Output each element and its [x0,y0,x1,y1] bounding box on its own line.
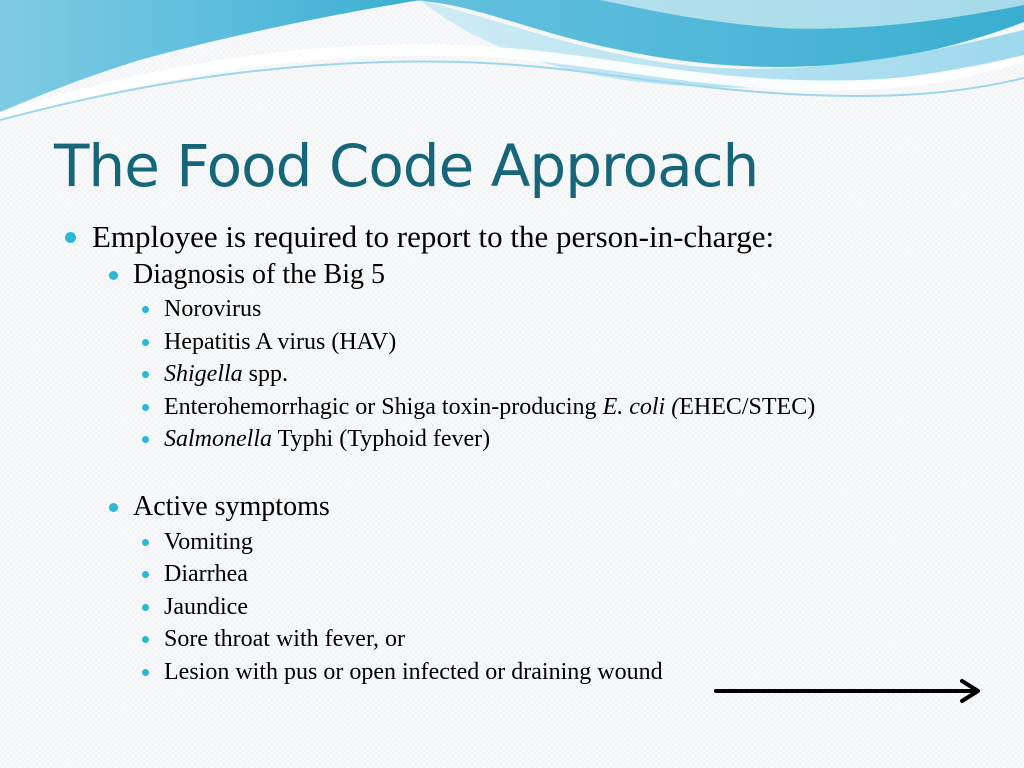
list-item-text: Lesion with pus or open infected or draining wound [164,659,663,685]
list-item [164,424,490,454]
bullet-dot-icon [142,371,149,378]
organism-name: Salmonella [164,426,272,452]
list-item-text: Jaundice [164,594,248,620]
list-item-text: Sore throat with fever, or [164,626,405,652]
list-item-text: Typhi (Typhoid fever) [272,426,491,452]
bullet-dot-icon [142,404,149,411]
list-item-text: EHEC/STEC) [679,394,816,420]
bullet-dot-icon [142,571,149,578]
list-item [164,327,396,357]
list-item [164,624,405,654]
list-item [164,559,248,589]
symptoms-heading: Active symptoms [133,491,330,522]
bullet-dot-icon [65,232,76,243]
bullet-diagnosis [133,258,385,292]
list-item [164,359,288,389]
bullet-dot-icon [142,604,149,611]
bullet-dot-icon [142,669,149,676]
list-item [164,657,663,687]
right-arrow-icon[interactable] [712,674,988,708]
main-point-text: Employee is required to report to the person-in-charge: [92,219,775,254]
bullet-main [92,218,774,256]
list-item-text: spp. [242,361,288,387]
bullet-symptoms [133,490,330,524]
list-item [164,294,261,324]
organism-name: Shigella [164,361,243,387]
bullet-dot-icon [142,339,149,346]
list-item-text: Hepatitis A virus (HAV) [164,329,397,355]
list-item-text: Enterohemorrhagic or Shiga toxin-producing [164,394,603,420]
list-item-text: Vomiting [164,529,253,555]
list-item-text: Diarrhea [164,561,248,587]
bullet-dot-icon [142,539,149,546]
list-item [164,392,815,422]
diagnosis-heading: Diagnosis of the Big 5 [133,259,385,290]
list-item [164,592,248,622]
slide-title: The Food Code Approach [54,132,759,200]
bullet-dot-icon [109,503,118,512]
bullet-dot-icon [142,436,149,443]
list-item [164,527,253,557]
bullet-dot-icon [142,306,149,313]
bullet-dot-icon [109,271,118,280]
list-item-text: Norovirus [164,296,262,322]
bullet-dot-icon [142,636,149,643]
organism-name: E. coli ( [602,394,680,420]
